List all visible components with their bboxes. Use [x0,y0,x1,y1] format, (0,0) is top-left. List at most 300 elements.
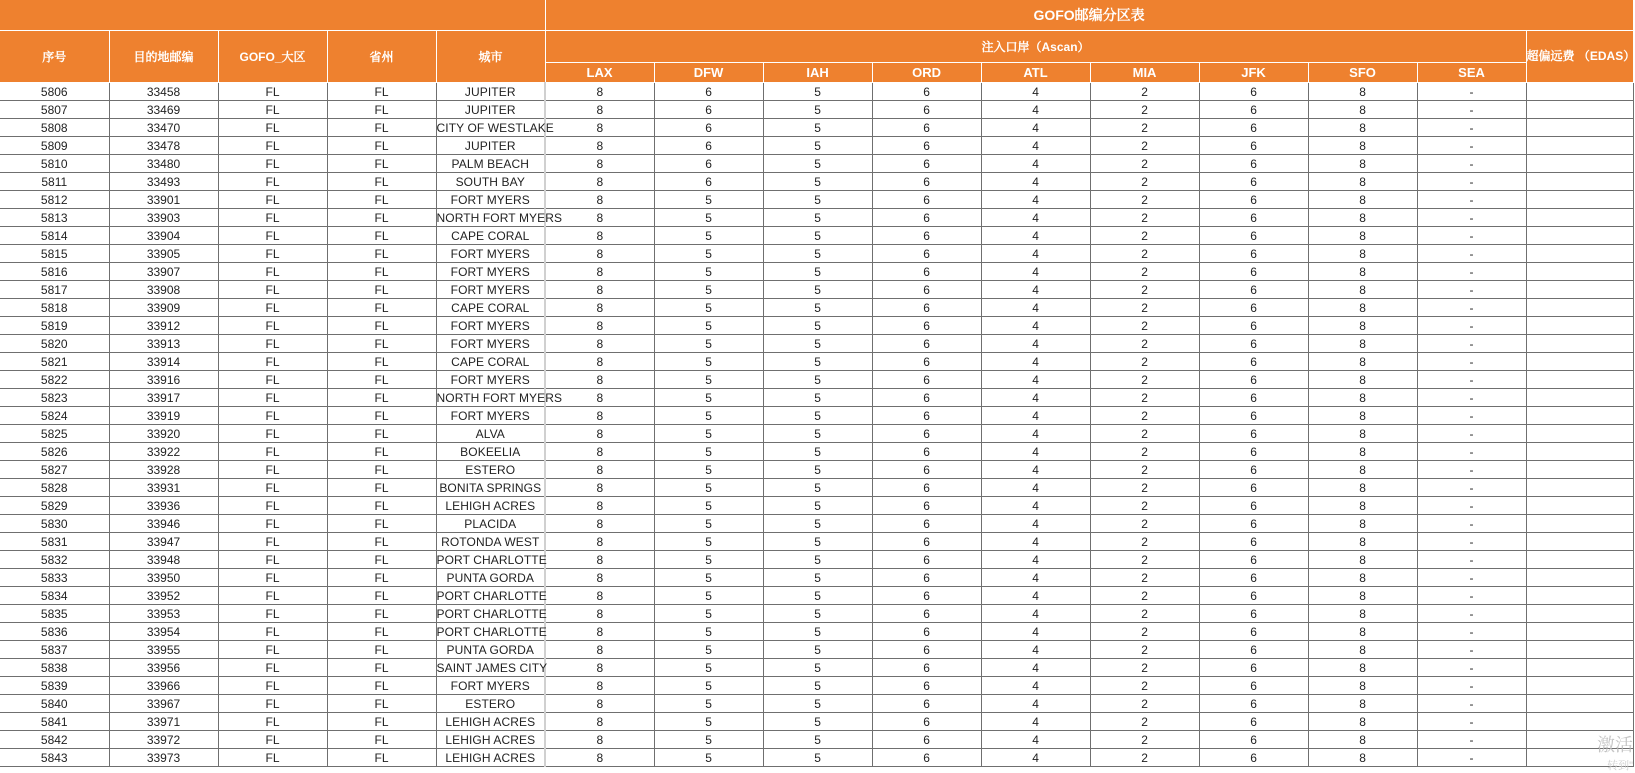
cell-state[interactable]: FL [327,533,436,551]
cell-port-dfw[interactable]: 6 [654,173,763,191]
cell-region[interactable]: FL [218,533,327,551]
cell-port-dfw[interactable]: 5 [654,533,763,551]
cell-city[interactable]: JUPITER [436,101,545,119]
cell-port-iah[interactable]: 5 [763,245,872,263]
cell-region[interactable]: FL [218,227,327,245]
table-row[interactable] [0,155,1633,173]
cell-port-ord[interactable]: 6 [872,191,981,209]
cell-region[interactable]: FL [218,191,327,209]
table-row[interactable] [0,299,1633,317]
cell-port-sfo[interactable]: 8 [1308,263,1417,281]
cell-seq[interactable]: 5843 [0,749,109,767]
cell-region[interactable]: FL [218,245,327,263]
cell-port-sfo[interactable]: 8 [1308,155,1417,173]
cell-port-lax[interactable]: 8 [545,587,654,605]
cell-port-sfo[interactable]: 8 [1308,515,1417,533]
cell-region[interactable]: FL [218,497,327,515]
cell-state[interactable]: FL [327,443,436,461]
cell-edas[interactable] [1526,731,1633,749]
cell-port-ord[interactable]: 6 [872,371,981,389]
cell-port-lax[interactable]: 8 [545,245,654,263]
cell-port-sfo[interactable]: 8 [1308,209,1417,227]
cell-port-dfw[interactable]: 5 [654,191,763,209]
table-row[interactable] [0,533,1633,551]
cell-port-sfo[interactable]: 8 [1308,299,1417,317]
cell-edas[interactable] [1526,101,1633,119]
cell-state[interactable]: FL [327,335,436,353]
cell-region[interactable]: FL [218,335,327,353]
cell-zip[interactable]: 33480 [109,155,218,173]
cell-seq[interactable]: 5822 [0,371,109,389]
cell-city[interactable]: NORTH FORT MYERS [436,390,563,405]
cell-port-iah[interactable]: 5 [763,209,872,227]
cell-city[interactable]: PALM BEACH [436,155,545,173]
cell-port-lax[interactable]: 8 [545,677,654,695]
cell-region[interactable]: FL [218,623,327,641]
cell-port-atl[interactable]: 4 [981,659,1090,677]
cell-port-dfw[interactable]: 5 [654,731,763,749]
cell-port-mia[interactable]: 2 [1090,227,1199,245]
cell-port-ord[interactable]: 6 [872,677,981,695]
header-port-ord[interactable]: ORD [872,63,981,83]
table-row[interactable] [0,443,1633,461]
cell-port-atl[interactable]: 4 [981,353,1090,371]
cell-city[interactable]: PORT CHARLOTTE [436,588,547,603]
cell-port-sea[interactable]: - [1417,263,1526,281]
cell-seq[interactable]: 5825 [0,425,109,443]
cell-edas[interactable] [1526,587,1633,605]
header-injection-group[interactable]: 注入口岸（Ascan） [545,31,1526,63]
cell-port-jfk[interactable]: 6 [1199,155,1308,173]
table-row[interactable] [0,605,1633,623]
cell-state[interactable]: FL [327,659,436,677]
cell-port-dfw[interactable]: 5 [654,407,763,425]
cell-port-mia[interactable]: 2 [1090,191,1199,209]
cell-port-iah[interactable]: 5 [763,389,872,407]
cell-region[interactable]: FL [218,641,327,659]
cell-port-jfk[interactable]: 6 [1199,677,1308,695]
cell-port-mia[interactable]: 2 [1090,641,1199,659]
cell-city[interactable]: FORT MYERS [436,245,545,263]
header-port-sea[interactable]: SEA [1417,63,1526,83]
table-row[interactable] [0,461,1633,479]
cell-port-atl[interactable]: 4 [981,317,1090,335]
cell-state[interactable]: FL [327,227,436,245]
cell-zip[interactable]: 33916 [109,371,218,389]
cell-state[interactable]: FL [327,731,436,749]
cell-seq[interactable]: 5819 [0,317,109,335]
cell-port-sfo[interactable]: 8 [1308,119,1417,137]
cell-port-atl[interactable]: 4 [981,533,1090,551]
cell-port-iah[interactable]: 5 [763,281,872,299]
cell-city[interactable]: ESTERO [436,461,545,479]
cell-port-sfo[interactable]: 8 [1308,569,1417,587]
cell-city[interactable]: JUPITER [436,137,545,155]
cell-port-ord[interactable]: 6 [872,461,981,479]
cell-port-dfw[interactable]: 5 [654,677,763,695]
cell-zip[interactable]: 33913 [109,335,218,353]
cell-port-jfk[interactable]: 6 [1199,551,1308,569]
cell-city[interactable]: FORT MYERS [436,371,545,389]
cell-port-lax[interactable]: 8 [545,695,654,713]
cell-city[interactable]: FORT MYERS [436,191,545,209]
table-row[interactable] [0,407,1633,425]
cell-zip[interactable]: 33953 [109,605,218,623]
cell-port-mia[interactable]: 2 [1090,155,1199,173]
cell-port-iah[interactable]: 5 [763,425,872,443]
cell-port-atl[interactable]: 4 [981,749,1090,767]
cell-port-ord[interactable]: 6 [872,695,981,713]
cell-state[interactable]: FL [327,605,436,623]
cell-city[interactable]: PORT CHARLOTTE [436,606,547,621]
cell-port-atl[interactable]: 4 [981,461,1090,479]
cell-port-sea[interactable]: - [1417,245,1526,263]
cell-port-lax[interactable]: 8 [545,299,654,317]
cell-region[interactable]: FL [218,389,327,407]
cell-seq[interactable]: 5840 [0,695,109,713]
cell-port-sfo[interactable]: 8 [1308,443,1417,461]
cell-zip[interactable]: 33901 [109,191,218,209]
cell-port-atl[interactable]: 4 [981,227,1090,245]
cell-city[interactable]: ALVA [436,425,545,443]
cell-port-lax[interactable]: 8 [545,551,654,569]
cell-port-sea[interactable]: - [1417,641,1526,659]
cell-port-ord[interactable]: 6 [872,425,981,443]
cell-port-lax[interactable]: 8 [545,281,654,299]
cell-port-sea[interactable]: - [1417,515,1526,533]
cell-state[interactable]: FL [327,191,436,209]
header-state[interactable]: 省州 [327,31,436,83]
cell-port-sfo[interactable]: 8 [1308,353,1417,371]
cell-state[interactable]: FL [327,515,436,533]
cell-port-lax[interactable]: 8 [545,731,654,749]
cell-port-iah[interactable]: 5 [763,659,872,677]
cell-edas[interactable] [1526,371,1633,389]
cell-port-sfo[interactable]: 8 [1308,191,1417,209]
cell-city[interactable]: FORT MYERS [436,263,545,281]
header-zip[interactable]: 目的地邮编 [109,31,218,83]
cell-edas[interactable] [1526,155,1633,173]
cell-port-sea[interactable]: - [1417,713,1526,731]
table-row[interactable] [0,497,1633,515]
cell-state[interactable]: FL [327,479,436,497]
cell-region[interactable]: FL [218,569,327,587]
cell-zip[interactable]: 33946 [109,515,218,533]
cell-port-lax[interactable]: 8 [545,605,654,623]
cell-port-sea[interactable]: - [1417,731,1526,749]
cell-edas[interactable] [1526,605,1633,623]
cell-zip[interactable]: 33955 [109,641,218,659]
cell-port-ord[interactable]: 6 [872,353,981,371]
cell-port-dfw[interactable]: 6 [654,101,763,119]
cell-port-ord[interactable]: 6 [872,389,981,407]
cell-port-jfk[interactable]: 6 [1199,371,1308,389]
cell-port-sea[interactable]: - [1417,461,1526,479]
cell-port-sfo[interactable]: 8 [1308,641,1417,659]
cell-state[interactable]: FL [327,551,436,569]
cell-edas[interactable] [1526,497,1633,515]
cell-port-dfw[interactable]: 5 [654,389,763,407]
cell-port-dfw[interactable]: 5 [654,605,763,623]
cell-port-ord[interactable]: 6 [872,497,981,515]
cell-port-sea[interactable]: - [1417,119,1526,137]
cell-port-iah[interactable]: 5 [763,299,872,317]
cell-zip[interactable]: 33936 [109,497,218,515]
cell-port-sea[interactable]: - [1417,497,1526,515]
cell-seq[interactable]: 5833 [0,569,109,587]
header-port-iah[interactable]: IAH [763,63,872,83]
cell-state[interactable]: FL [327,749,436,767]
cell-port-iah[interactable]: 5 [763,371,872,389]
table-row[interactable] [0,749,1633,767]
cell-port-sfo[interactable]: 8 [1308,173,1417,191]
cell-state[interactable]: FL [327,641,436,659]
cell-seq[interactable]: 5824 [0,407,109,425]
cell-port-ord[interactable]: 6 [872,137,981,155]
cell-port-iah[interactable]: 5 [763,83,872,101]
cell-seq[interactable]: 5829 [0,497,109,515]
cell-port-iah[interactable]: 5 [763,173,872,191]
cell-port-lax[interactable]: 8 [545,569,654,587]
cell-seq[interactable]: 5812 [0,191,109,209]
cell-port-jfk[interactable]: 6 [1199,731,1308,749]
cell-city[interactable]: CAPE CORAL [436,353,545,371]
cell-state[interactable]: FL [327,623,436,641]
table-row[interactable] [0,515,1633,533]
cell-port-jfk[interactable]: 6 [1199,245,1308,263]
table-row[interactable] [0,713,1633,731]
cell-region[interactable]: FL [218,659,327,677]
cell-region[interactable]: FL [218,119,327,137]
cell-port-iah[interactable]: 5 [763,317,872,335]
cell-zip[interactable]: 33912 [109,317,218,335]
table-row[interactable] [0,119,1633,137]
cell-seq[interactable]: 5826 [0,443,109,461]
cell-edas[interactable] [1526,245,1633,263]
cell-port-ord[interactable]: 6 [872,281,981,299]
cell-state[interactable]: FL [327,119,436,137]
cell-port-jfk[interactable]: 6 [1199,209,1308,227]
cell-port-lax[interactable]: 8 [545,659,654,677]
table-row[interactable] [0,191,1633,209]
cell-port-sea[interactable]: - [1417,191,1526,209]
cell-port-iah[interactable]: 5 [763,641,872,659]
header-port-sfo[interactable]: SFO [1308,63,1417,83]
cell-port-lax[interactable]: 8 [545,407,654,425]
cell-port-sea[interactable]: - [1417,623,1526,641]
cell-edas[interactable] [1526,137,1633,155]
cell-port-sfo[interactable]: 8 [1308,695,1417,713]
cell-port-jfk[interactable]: 6 [1199,227,1308,245]
cell-port-dfw[interactable]: 5 [654,443,763,461]
cell-seq[interactable]: 5816 [0,263,109,281]
cell-port-dfw[interactable]: 6 [654,137,763,155]
cell-region[interactable]: FL [218,587,327,605]
cell-city[interactable]: FORT MYERS [436,407,545,425]
cell-port-lax[interactable]: 8 [545,479,654,497]
table-row[interactable] [0,335,1633,353]
cell-port-lax[interactable]: 8 [545,533,654,551]
cell-edas[interactable] [1526,623,1633,641]
cell-port-ord[interactable]: 6 [872,749,981,767]
cell-port-jfk[interactable]: 6 [1199,281,1308,299]
table-row[interactable] [0,641,1633,659]
cell-city[interactable]: ROTONDA WEST [436,533,545,551]
cell-zip[interactable]: 33458 [109,83,218,101]
cell-port-iah[interactable]: 5 [763,443,872,461]
cell-port-atl[interactable]: 4 [981,731,1090,749]
table-row[interactable] [0,569,1633,587]
cell-port-atl[interactable]: 4 [981,299,1090,317]
cell-port-ord[interactable]: 6 [872,623,981,641]
cell-zip[interactable]: 33928 [109,461,218,479]
cell-port-sea[interactable]: - [1417,533,1526,551]
cell-city[interactable]: CAPE CORAL [436,299,545,317]
cell-port-atl[interactable]: 4 [981,155,1090,173]
table-row[interactable] [0,317,1633,335]
cell-port-mia[interactable]: 2 [1090,371,1199,389]
cell-port-ord[interactable]: 6 [872,605,981,623]
cell-state[interactable]: FL [327,371,436,389]
cell-edas[interactable] [1526,119,1633,137]
cell-port-mia[interactable]: 2 [1090,281,1199,299]
cell-port-atl[interactable]: 4 [981,209,1090,227]
cell-port-mia[interactable]: 2 [1090,731,1199,749]
cell-port-sea[interactable]: - [1417,605,1526,623]
cell-port-mia[interactable]: 2 [1090,461,1199,479]
cell-port-mia[interactable]: 2 [1090,605,1199,623]
header-title-left-blank[interactable] [0,0,545,31]
cell-seq[interactable]: 5832 [0,551,109,569]
cell-port-atl[interactable]: 4 [981,587,1090,605]
cell-port-iah[interactable]: 5 [763,461,872,479]
table-row[interactable] [0,479,1633,497]
cell-port-mia[interactable]: 2 [1090,317,1199,335]
cell-port-mia[interactable]: 2 [1090,263,1199,281]
cell-port-sea[interactable]: - [1417,569,1526,587]
cell-city[interactable]: LEHIGH ACRES [436,749,545,767]
cell-port-sea[interactable]: - [1417,155,1526,173]
cell-port-sea[interactable]: - [1417,695,1526,713]
cell-port-jfk[interactable]: 6 [1199,317,1308,335]
cell-zip[interactable]: 33903 [109,209,218,227]
cell-port-sea[interactable]: - [1417,353,1526,371]
cell-port-lax[interactable]: 8 [545,101,654,119]
cell-state[interactable]: FL [327,317,436,335]
cell-port-iah[interactable]: 5 [763,263,872,281]
cell-seq[interactable]: 5842 [0,731,109,749]
cell-port-atl[interactable]: 4 [981,263,1090,281]
cell-port-sfo[interactable]: 8 [1308,245,1417,263]
cell-port-dfw[interactable]: 5 [654,371,763,389]
cell-city[interactable]: LEHIGH ACRES [436,497,545,515]
cell-port-mia[interactable]: 2 [1090,83,1199,101]
cell-port-iah[interactable]: 5 [763,605,872,623]
cell-port-mia[interactable]: 2 [1090,587,1199,605]
cell-port-iah[interactable]: 5 [763,749,872,767]
cell-port-iah[interactable]: 5 [763,695,872,713]
cell-seq[interactable]: 5818 [0,299,109,317]
cell-state[interactable]: FL [327,695,436,713]
cell-port-dfw[interactable]: 5 [654,461,763,479]
cell-region[interactable]: FL [218,83,327,101]
cell-port-ord[interactable]: 6 [872,407,981,425]
cell-region[interactable]: FL [218,371,327,389]
cell-region[interactable]: FL [218,515,327,533]
cell-port-sfo[interactable]: 8 [1308,677,1417,695]
cell-port-dfw[interactable]: 5 [654,245,763,263]
cell-port-mia[interactable]: 2 [1090,173,1199,191]
cell-state[interactable]: FL [327,245,436,263]
cell-state[interactable]: FL [327,173,436,191]
cell-zip[interactable]: 33972 [109,731,218,749]
cell-port-ord[interactable]: 6 [872,101,981,119]
cell-port-lax[interactable]: 8 [545,317,654,335]
cell-port-ord[interactable]: 6 [872,587,981,605]
cell-city[interactable]: FORT MYERS [436,335,545,353]
cell-port-iah[interactable]: 5 [763,713,872,731]
cell-port-iah[interactable]: 5 [763,677,872,695]
cell-port-ord[interactable]: 6 [872,299,981,317]
cell-seq[interactable]: 5831 [0,533,109,551]
table-row[interactable] [0,209,1633,227]
cell-zip[interactable]: 33909 [109,299,218,317]
cell-seq[interactable]: 5806 [0,83,109,101]
cell-seq[interactable]: 5811 [0,173,109,191]
cell-region[interactable]: FL [218,443,327,461]
cell-edas[interactable] [1526,83,1633,101]
cell-zip[interactable]: 33973 [109,749,218,767]
cell-port-mia[interactable]: 2 [1090,533,1199,551]
cell-city[interactable]: CAPE CORAL [436,227,545,245]
cell-state[interactable]: FL [327,407,436,425]
cell-city[interactable]: PORT CHARLOTTE [436,624,547,639]
cell-port-ord[interactable]: 6 [872,641,981,659]
header-seq[interactable]: 序号 [0,31,109,83]
cell-edas[interactable] [1526,695,1633,713]
cell-port-ord[interactable]: 6 [872,479,981,497]
cell-port-lax[interactable]: 8 [545,389,654,407]
cell-port-iah[interactable]: 5 [763,533,872,551]
cell-port-jfk[interactable]: 6 [1199,263,1308,281]
cell-region[interactable]: FL [218,425,327,443]
cell-seq[interactable]: 5838 [0,659,109,677]
cell-port-mia[interactable]: 2 [1090,425,1199,443]
cell-edas[interactable] [1526,659,1633,677]
cell-port-lax[interactable]: 8 [545,713,654,731]
cell-region[interactable]: FL [218,137,327,155]
cell-port-iah[interactable]: 5 [763,623,872,641]
cell-region[interactable]: FL [218,353,327,371]
cell-state[interactable]: FL [327,281,436,299]
cell-port-sfo[interactable]: 8 [1308,335,1417,353]
cell-seq[interactable]: 5834 [0,587,109,605]
cell-port-dfw[interactable]: 5 [654,263,763,281]
cell-seq[interactable]: 5836 [0,623,109,641]
cell-region[interactable]: FL [218,281,327,299]
cell-state[interactable]: FL [327,299,436,317]
cell-region[interactable]: FL [218,677,327,695]
cell-port-sfo[interactable]: 8 [1308,713,1417,731]
cell-port-sea[interactable]: - [1417,443,1526,461]
cell-port-lax[interactable]: 8 [545,173,654,191]
cell-port-mia[interactable]: 2 [1090,335,1199,353]
cell-port-jfk[interactable]: 6 [1199,407,1308,425]
cell-region[interactable]: FL [218,209,327,227]
cell-port-sfo[interactable]: 8 [1308,587,1417,605]
table-row[interactable] [0,659,1633,677]
cell-port-sea[interactable]: - [1417,281,1526,299]
